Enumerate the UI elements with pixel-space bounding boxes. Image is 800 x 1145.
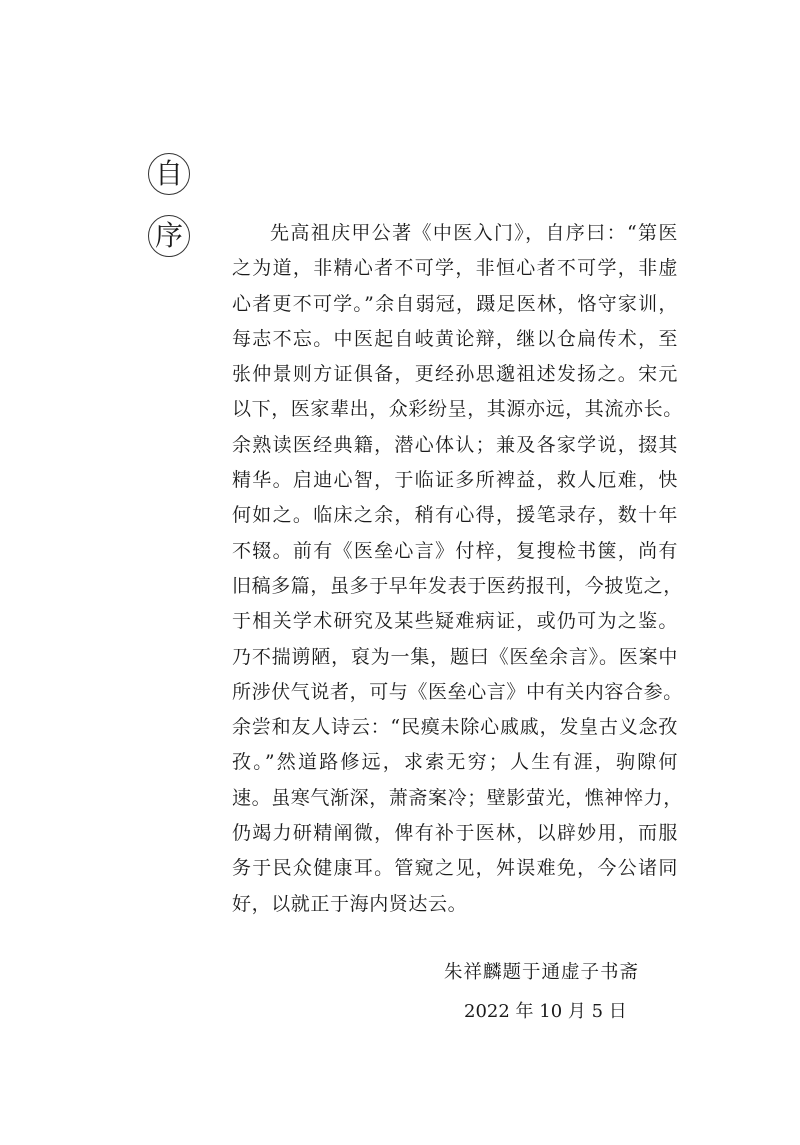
body-line: 旧稿多篇，虽多于早年发表于医药报刊，今披览之， [232,574,683,597]
title-char-zi: 自 [148,153,190,195]
body-line: 先高祖庆甲公著《中医入门》，自序曰：“第医 [270,222,678,244]
body-line: 务于民众健康耳。管窥之见，舛误难免，今公诸同 [232,857,678,880]
body-line: 余尝和友人诗云：“民瘼未除心戚戚，发皇古义念孜 [232,716,678,739]
body-line: 乃不揣谫陋，裒为一集，题曰《医垒余言》。医案中 [232,645,678,668]
body-line: 于相关学术研究及某些疑难病证，或仍可为之鉴。 [232,610,678,633]
body-line: 余熟读医经典籍，潜心体认；兼及各家学说，掇其 [232,433,678,456]
body-line: 孜。”然道路修远，求索无穷；人生有涯，驹隙何 [232,751,678,774]
author-signature: 朱祥麟题于通虚子书斋 [444,962,640,983]
body-line: 张仲景则方证俱备，更经孙思邈祖述发扬之。宋元 [232,363,678,386]
body-line: 以下，医家辈出，众彩纷呈，其源亦远，其流亦长。 [232,398,683,421]
body-line: 好，以就正于海内贤达云。 [232,892,468,915]
body-line: 精华。启迪心智，于临证多所裨益，救人厄难，快 [232,469,678,492]
body-line: 之为道，非精心者不可学，非恒心者不可学，非虚 [232,257,678,280]
body-line: 不辍。前有《医垒心言》付梓，复搜检书箧，尚有 [232,539,678,562]
body-line: 何如之。临床之余，稍有心得，援笔录存，数十年 [232,504,678,527]
title-char-xu: 序 [148,215,190,257]
body-line: 所涉伏气说者，可与《医垒心言》中有关内容合参。 [232,680,683,703]
preface-body [232,216,683,922]
body-line: 仍竭力研精阐微，俾有补于医林，以辟妙用，而服 [232,822,678,845]
body-line: 心者更不可学。”余自弱冠，蹑足医林，恪守家训， [232,292,678,315]
preface-date: 2022 年 10 月 5 日 [464,1001,627,1022]
body-line: 速。虽寒气渐深，萧斋案冷；壁影萤光，憔神悴力， [232,786,683,809]
body-line: 每志不忘。中医起自岐黄论辩，继以仓扁传术，至 [232,327,678,350]
preface-title [148,153,194,277]
